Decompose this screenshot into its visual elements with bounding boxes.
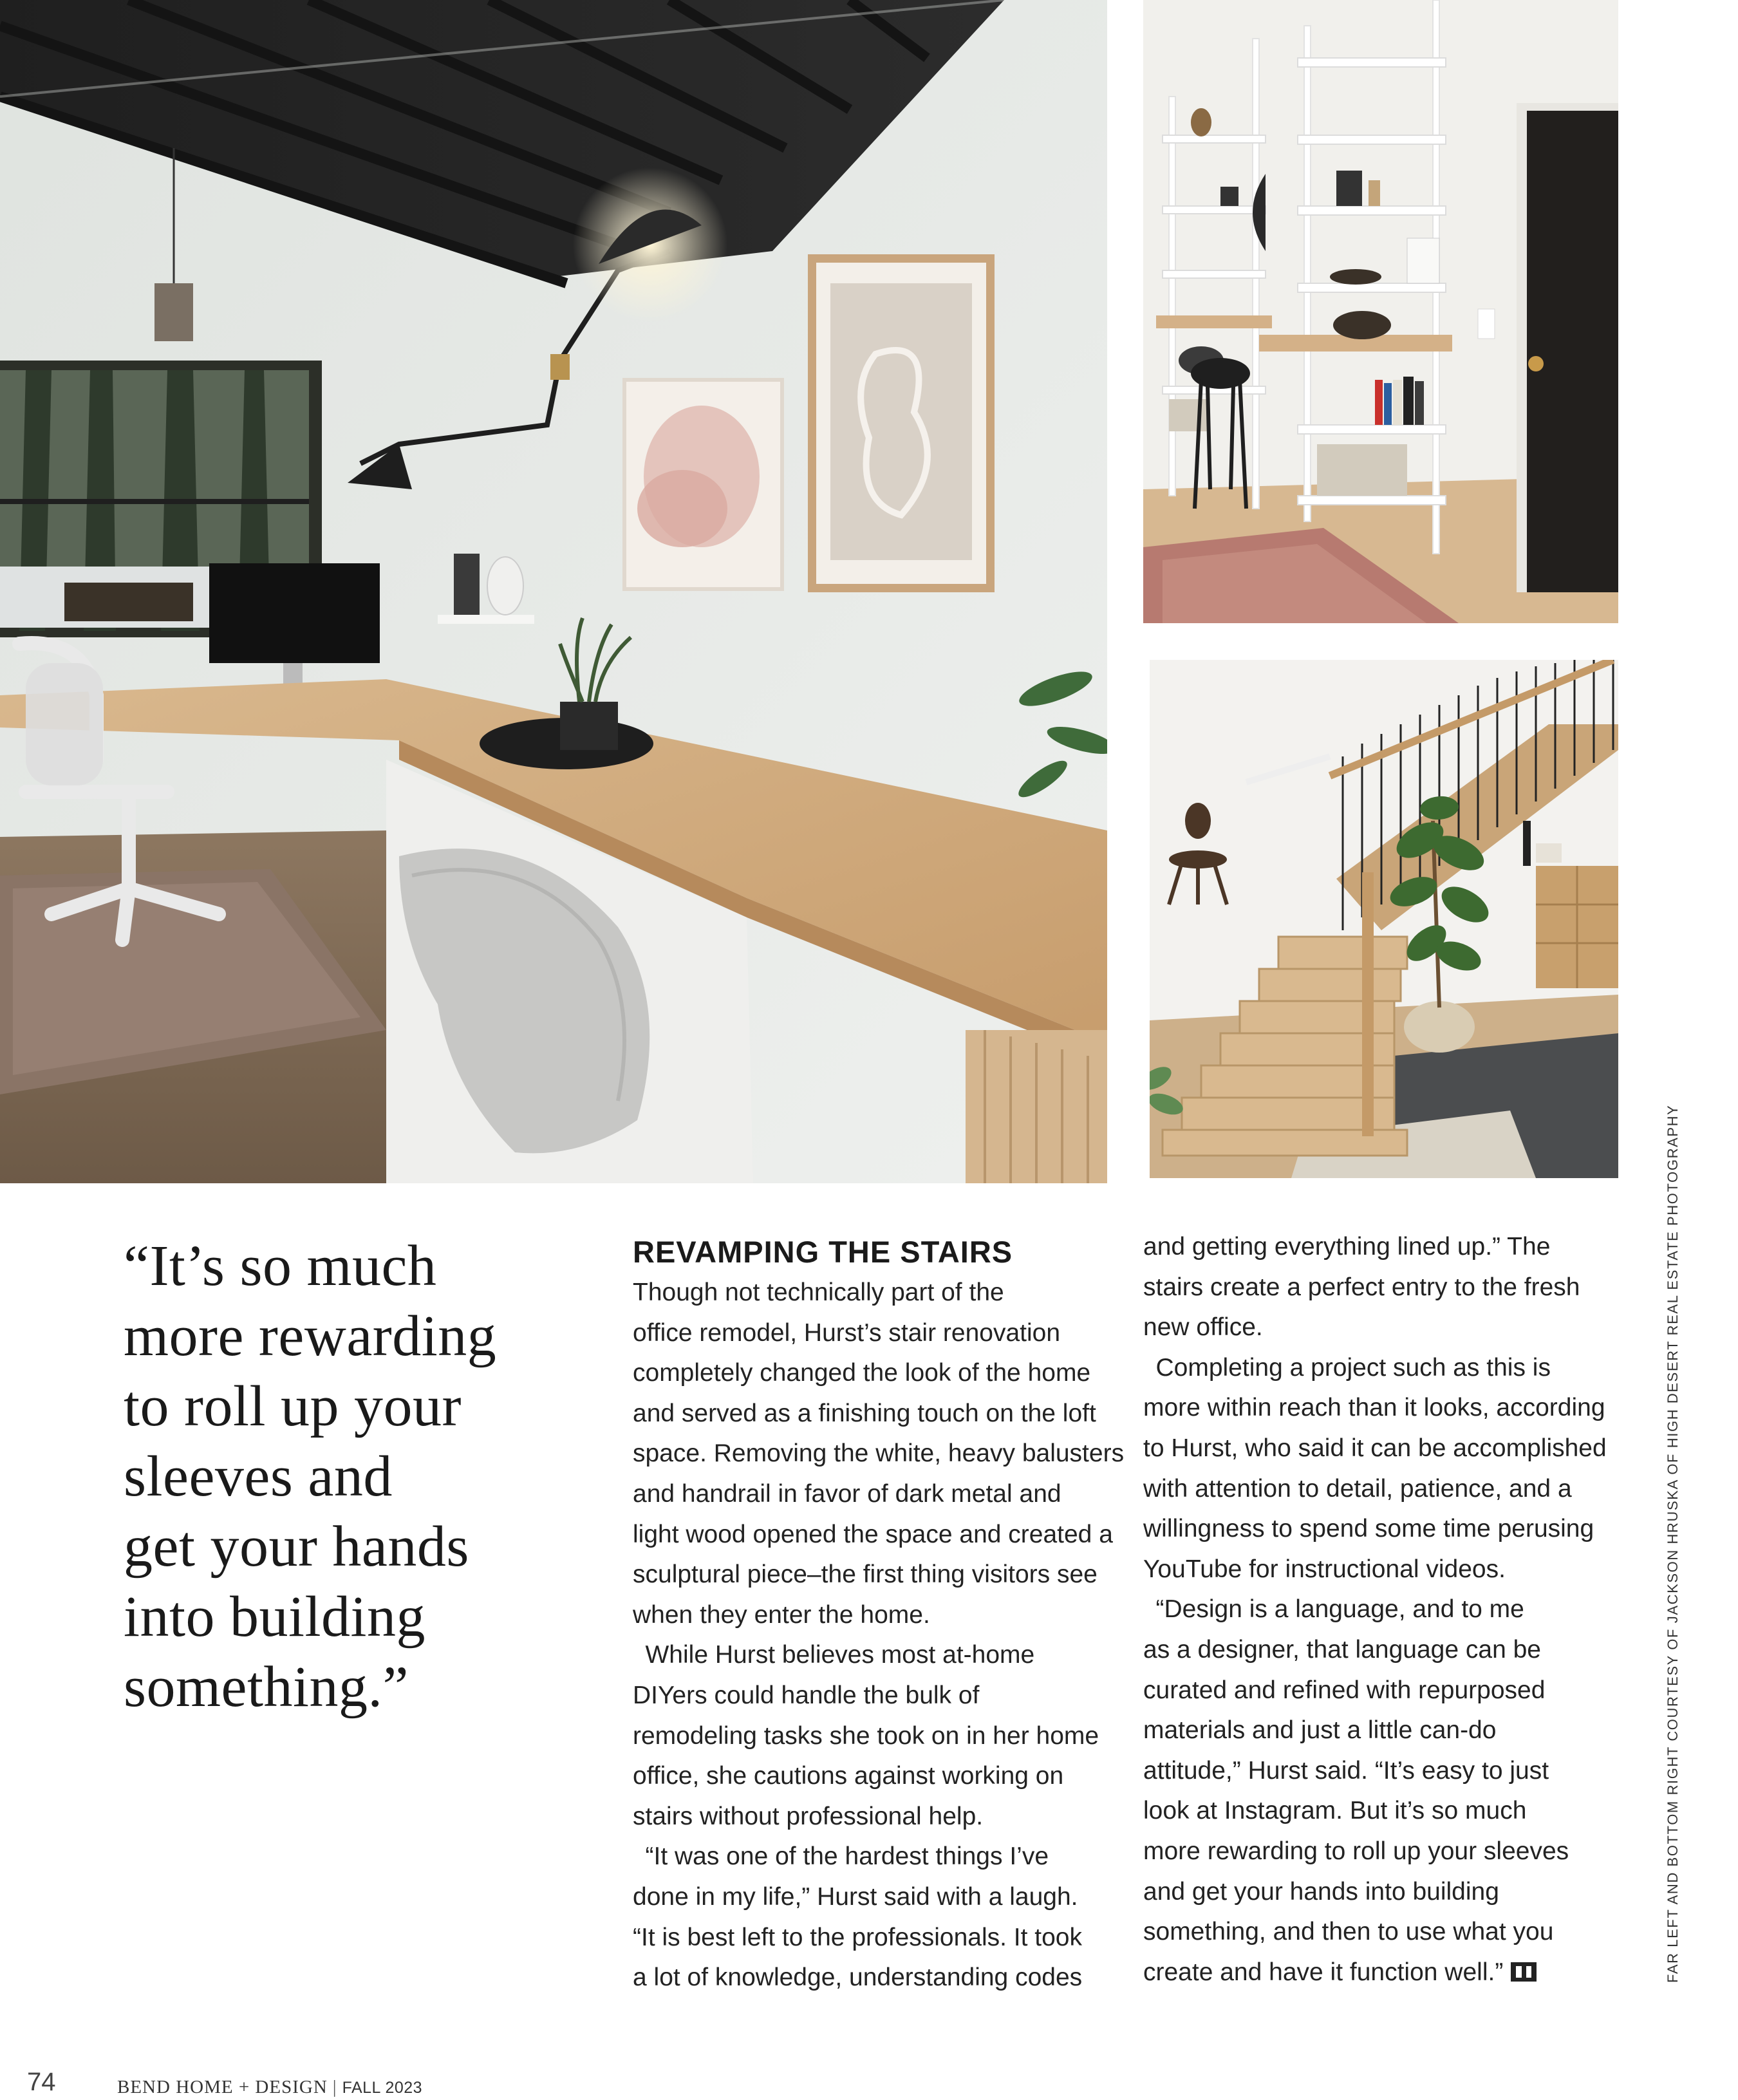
stairs-illustration xyxy=(1150,660,1618,1178)
body-line: office remodel, Hurst’s stair renovation xyxy=(633,1318,1061,1347)
body-line: light wood opened the space and created a xyxy=(633,1520,1113,1548)
pull-quote-line: something.” xyxy=(124,1655,409,1719)
pull-quote xyxy=(124,1231,626,1722)
pull-quote-line: sleeves and xyxy=(124,1445,393,1508)
shelving-illustration xyxy=(1143,0,1618,623)
stairs-photo xyxy=(1150,660,1618,1178)
body-line: “It was one of the hardest things I’ve xyxy=(633,1842,1049,1871)
magazine-footer xyxy=(117,2077,422,2098)
body-line: more within reach than it looks, according xyxy=(1143,1394,1605,1422)
body-line: remodeling tasks she took on in her home xyxy=(633,1721,1099,1750)
page-number: 74 xyxy=(27,2068,56,2096)
body-line: and handrail in favor of dark metal and xyxy=(633,1479,1061,1508)
body-line: space. Removing the white, heavy balusters xyxy=(633,1439,1125,1468)
body-line: to Hurst, who said it can be accomplished xyxy=(1143,1434,1607,1462)
body-line: stairs without professional help. xyxy=(633,1802,984,1830)
body-line-text: create and have it function well.” xyxy=(1143,1958,1504,1986)
body-line: done in my life,” Hurst said with a laugh. xyxy=(633,1882,1078,1911)
pull-quote-line: “It’s so much xyxy=(124,1234,437,1298)
body-line-last xyxy=(1143,1953,1632,1993)
home-office-photo xyxy=(0,0,1107,1183)
section-heading: REVAMPING THE STAIRS xyxy=(633,1235,1013,1269)
body-line: DIYers could handle the bulk of xyxy=(633,1681,980,1709)
body-line: a lot of knowledge, understanding codes xyxy=(633,1964,1083,1992)
body-line: office, she cautions against working on xyxy=(633,1762,1064,1790)
body-line: curated and refined with repurposed xyxy=(1143,1676,1546,1704)
body-line: and served as a finishing touch on the loft xyxy=(633,1399,1096,1427)
body-line: when they enter the home. xyxy=(633,1600,930,1629)
body-line: completely changed the look of the home xyxy=(633,1359,1091,1387)
body-line: sculptural piece–the first thing visitors see xyxy=(633,1561,1098,1589)
shelving-photo xyxy=(1143,0,1618,623)
footer-separator: | xyxy=(332,2077,337,2097)
body-line: and getting everything lined up.” The xyxy=(1143,1233,1551,1261)
body-line: new office. xyxy=(1143,1313,1263,1342)
magazine-title: BEND HOME + DESIGN xyxy=(117,2077,328,2097)
body-line: “Design is a language, and to me xyxy=(1143,1595,1524,1624)
body-line: and get your hands into building xyxy=(1143,1877,1499,1906)
body-line: YouTube for instructional videos. xyxy=(1143,1555,1506,1583)
body-line: Completing a project such as this is xyxy=(1143,1353,1551,1382)
body-line: stairs create a perfect entry to the fresh xyxy=(1143,1273,1580,1301)
body-line: willingness to spend some time perusing xyxy=(1143,1515,1594,1543)
pull-quote-line: to roll up your xyxy=(124,1374,462,1438)
photo-credit: FAR LEFT AND BOTTOM RIGHT COURTESY OF JACKSON HRUSKA OF HIGH DESERT REAL ESTATE PHOTOGRAPHY xyxy=(1665,1104,1681,1983)
home-office-illustration xyxy=(0,0,1107,1183)
pull-quote-line: get your hands xyxy=(124,1515,469,1579)
issue-label: FALL 2023 xyxy=(342,2079,423,2097)
body-line: While Hurst believes most at-home xyxy=(633,1641,1035,1669)
body-line: “It is best left to the professionals. It took xyxy=(633,1923,1083,1951)
pull-quote-line: into building xyxy=(124,1585,426,1649)
body-line: look at Instagram. But it’s so much xyxy=(1143,1797,1527,1825)
end-mark-icon xyxy=(1511,1962,1537,1982)
body-line: as a designer, that language can be xyxy=(1143,1635,1541,1664)
article-column-2 xyxy=(633,1232,1125,1998)
pull-quote-line: more rewarding xyxy=(124,1304,497,1368)
body-line: attitude,” Hurst said. “It’s easy to just xyxy=(1143,1756,1549,1785)
body-line: with attention to detail, patience, and a xyxy=(1143,1474,1572,1503)
body-line: materials and just a little can-do xyxy=(1143,1716,1497,1745)
body-line: more rewarding to roll up your sleeves xyxy=(1143,1837,1569,1865)
article-column-3 xyxy=(1143,1227,1632,1992)
body-line: Though not technically part of the xyxy=(633,1279,1004,1306)
body-line: something, and then to use what you xyxy=(1143,1918,1554,1946)
